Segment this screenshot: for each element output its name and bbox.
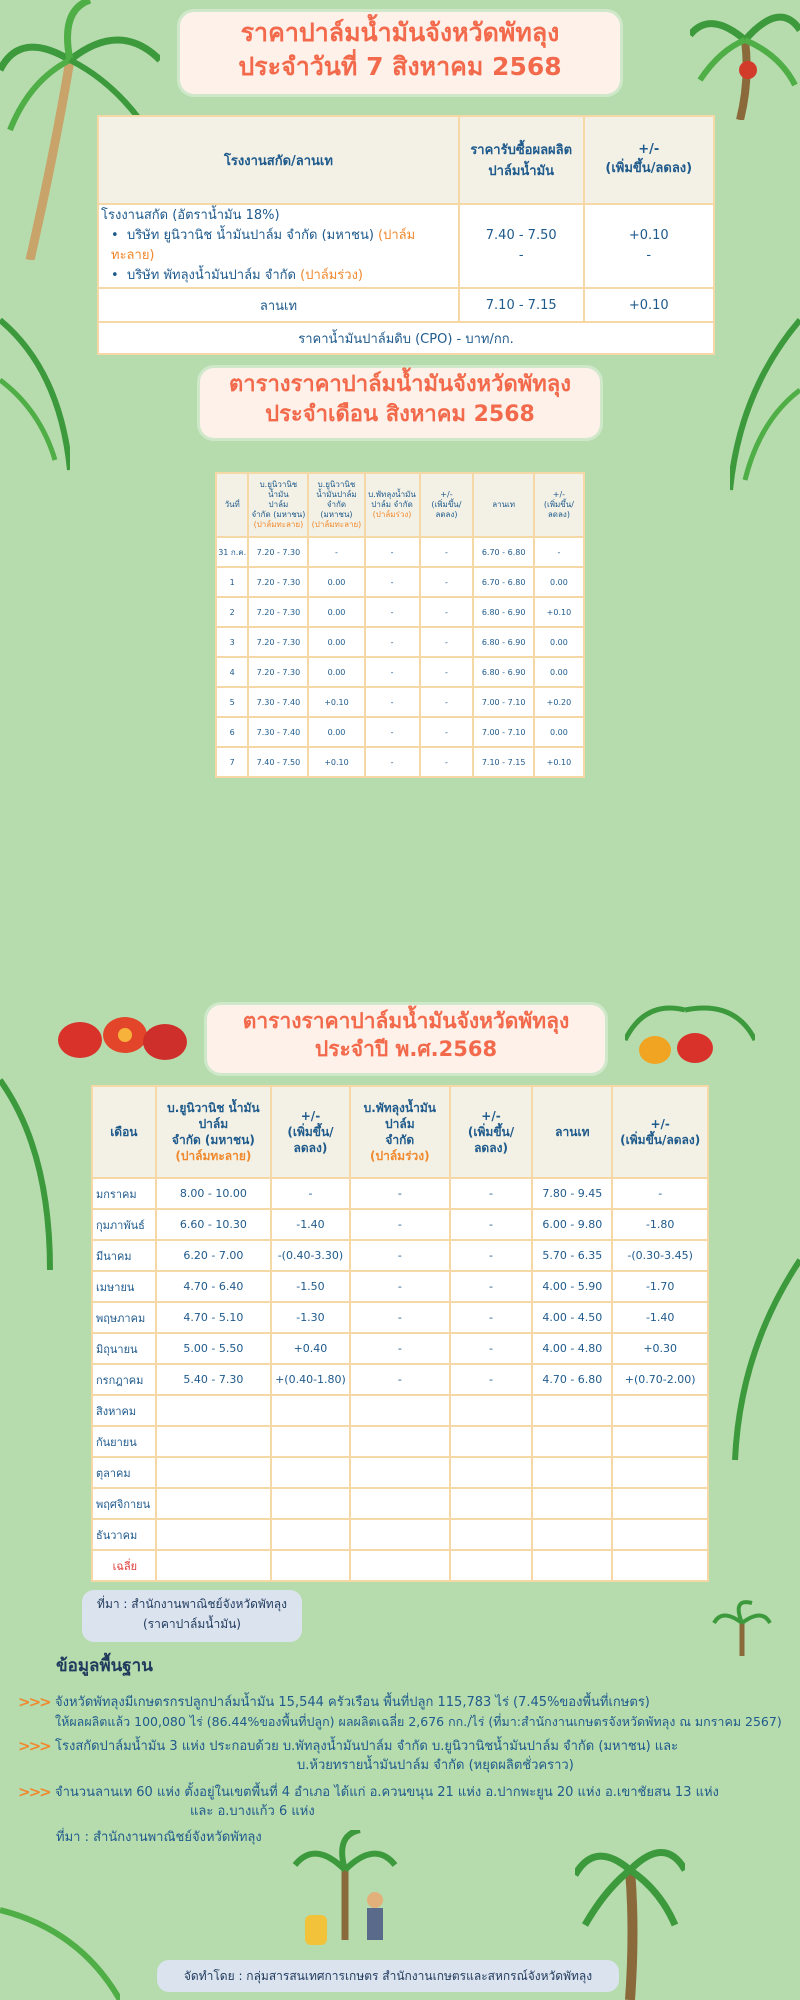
yearly-price-table [91, 1085, 709, 1582]
column-header [271, 1086, 350, 1178]
table-cell: 7.20 - 7.30 [248, 627, 308, 657]
table-cell: 0.00 [308, 627, 364, 657]
column-header [532, 1086, 612, 1178]
column-header [420, 473, 474, 537]
table-cell: - [365, 657, 420, 687]
column-header-line: (ปาล์มร่วง) [369, 1149, 430, 1164]
table-cell: - [365, 537, 420, 567]
row-label: เมษายน [92, 1271, 156, 1302]
table-cell [271, 1488, 350, 1519]
column-header-line: บ.ยูนิวานิช น้ำมัน [259, 480, 298, 499]
table-cell: - [350, 1302, 450, 1333]
palm-leaves-right-decoration [730, 300, 800, 500]
table-cell: -1.70 [612, 1271, 708, 1302]
table-cell: - [350, 1364, 450, 1395]
table-cell [612, 1519, 708, 1550]
table-cell: 7.20 - 7.30 [248, 657, 308, 687]
table-cell [350, 1488, 450, 1519]
table-cell [350, 1457, 450, 1488]
column-header-line: +/- [481, 1108, 501, 1123]
table-cell: - [534, 537, 584, 567]
info-source: ที่มา : สำนักงานพาณิชย์จังหวัดพัทลุง [56, 1830, 262, 1845]
column-header-line: น้ำมันปาล์ม [316, 490, 357, 499]
factory1-price: 7.40 - 7.50 [485, 228, 557, 243]
table-row [92, 1457, 708, 1488]
column-header [350, 1086, 450, 1178]
footer-credit [157, 1960, 619, 1992]
table-cell: -(0.30-3.45) [612, 1240, 708, 1271]
table-cell: 0.00 [308, 717, 364, 747]
table-cell [532, 1395, 612, 1426]
table-cell: +0.10 [534, 747, 584, 777]
factory-cell [98, 204, 459, 288]
table-cell [612, 1488, 708, 1519]
factory1-location: (ปาล์มทะลาย) [111, 228, 416, 263]
table-cell: +(0.40-1.80) [271, 1364, 350, 1395]
table-row [92, 1302, 708, 1333]
table-cell [450, 1395, 533, 1426]
table-cell: 6.80 - 6.90 [473, 597, 533, 627]
column-header-line: จำกัด (มหาชน) [320, 500, 353, 519]
palm-leaves-right-lower-decoration [730, 1250, 800, 1470]
factory1-name: บริษัท ยูนิวานิช น้ำมันปาล์ม จำกัด (มหาชน) [126, 228, 374, 243]
monthly-title-line2: ประจำเดือน สิงหาคม 2568 [265, 401, 535, 427]
table-cell: 6.70 - 6.80 [473, 567, 533, 597]
table-cell: - [450, 1364, 533, 1395]
table-cell [156, 1519, 271, 1550]
column-header-line: ลานเท [492, 500, 516, 509]
column-header-line: จำกัด (มหาชน) [251, 510, 306, 519]
column-header [612, 1086, 708, 1178]
table-cell: +0.20 [534, 687, 584, 717]
table-cell: -1.40 [271, 1209, 350, 1240]
table-cell [271, 1395, 350, 1426]
row-label: เฉลี่ย [92, 1550, 156, 1581]
table-cell: 5.40 - 7.30 [156, 1364, 271, 1395]
table-cell: - [350, 1333, 450, 1364]
table-cell: - [365, 747, 420, 777]
row-label: 6 [216, 717, 248, 747]
table-cell: 4.70 - 5.10 [156, 1302, 271, 1333]
table-row [216, 717, 584, 747]
table-cell [350, 1519, 450, 1550]
table-cell [156, 1395, 271, 1426]
table-row [92, 1240, 708, 1271]
table-cell: +0.10 [308, 687, 364, 717]
table-cell: 4.70 - 6.40 [156, 1271, 271, 1302]
table-cell: +0.10 [534, 597, 584, 627]
column-header-line: วันที่ [224, 500, 240, 509]
table-cell: - [365, 627, 420, 657]
row-label: กรกฎาคม [92, 1364, 156, 1395]
column-header-line: (เพิ่มขึ้น/ [543, 500, 574, 509]
table-cell [532, 1519, 612, 1550]
row-label: 4 [216, 657, 248, 687]
info-paragraph-2 [0, 1737, 800, 1775]
info-heading: ข้อมูลพื้นฐาน [56, 1656, 153, 1676]
table-cell: 7.30 - 7.40 [248, 687, 308, 717]
column-header-line: (ปาล์มทะลาย) [175, 1149, 252, 1164]
table-cell: 6.60 - 10.30 [156, 1209, 271, 1240]
small-palm-icon [712, 1598, 772, 1658]
yearly-source-line1: ที่มา : สำนักงานพาณิชย์จังหวัดพัทลุง [97, 1597, 287, 1611]
table-cell: +0.10 [308, 747, 364, 777]
table-cell: 0.00 [534, 567, 584, 597]
table-cell: 5.00 - 5.50 [156, 1333, 271, 1364]
table-cell: 7.00 - 7.10 [473, 687, 533, 717]
table-cell: - [612, 1178, 708, 1209]
row-label: สิงหาคม [92, 1395, 156, 1426]
table-cell: - [420, 627, 474, 657]
column-header-line: บ.พัทลุงน้ำมัน [368, 490, 416, 499]
table-row [92, 1364, 708, 1395]
factory-group-label: โรงงานสกัด (อัตราน้ำมัน 18%) [101, 208, 280, 223]
table-row [216, 627, 584, 657]
column-header-line: (เพิ่มขึ้น/ลดลง) [620, 1133, 701, 1147]
palm-leaves-bottom-left-decoration [0, 1870, 120, 2000]
palm-worker-illustration [275, 1830, 415, 1950]
table-row [92, 1488, 708, 1519]
factory2-name: บริษัท พัทลุงน้ำมันปาล์ม จำกัด [126, 268, 296, 283]
factory2-price: - [518, 248, 524, 263]
table-row [92, 1426, 708, 1457]
table-cell: 0.00 [308, 657, 364, 687]
factory-change-cell [584, 204, 715, 288]
table-cell: +(0.70-2.00) [612, 1364, 708, 1395]
table-row [216, 537, 584, 567]
row-label: 3 [216, 627, 248, 657]
table-row [92, 1550, 708, 1581]
factory2-location: (ปาล์มร่วง) [300, 268, 364, 283]
table-cell [612, 1395, 708, 1426]
row-label: มิถุนายน [92, 1333, 156, 1364]
column-header-line: +/- [440, 490, 453, 499]
table-cell: - [365, 687, 420, 717]
table-cell [532, 1488, 612, 1519]
table-cell: - [420, 657, 474, 687]
table-cell [450, 1519, 533, 1550]
table-cell [156, 1426, 271, 1457]
table-cell: 0.00 [308, 597, 364, 627]
column-header-line: (เพิ่มขึ้น/ลดลง) [467, 1124, 515, 1156]
column-header-line: ปาล์ม [268, 500, 289, 509]
table-cell [612, 1550, 708, 1581]
table-cell [450, 1457, 533, 1488]
info-paragraph-1 [0, 1693, 800, 1731]
table-cell: - [350, 1178, 450, 1209]
table-cell: - [450, 1271, 533, 1302]
row-label: 7 [216, 747, 248, 777]
column-header-line: +/- [552, 490, 566, 499]
palm-leaves-left-lower-decoration [0, 1050, 60, 1280]
column-header-line: บ.ยูนิวานิช น้ำมันปาล์ม [167, 1100, 260, 1131]
table-cell: 6.70 - 6.80 [473, 537, 533, 567]
table-cell: - [450, 1302, 533, 1333]
yearly-title-line1: ตารางราคาปาล์มน้ำมันจังหวัดพัทลุง [242, 1009, 570, 1033]
info-p1-line1: จังหวัดพัทลุงมีเกษตรกรปลูกปาล์มน้ำมัน 15,544 ครัวเรือน พื้นที่ปลูก 115,783 ไร่ (7.45%ของพื้นที่เกษตร) [55, 1695, 650, 1710]
palm-fruit-right-decoration [625, 1000, 755, 1070]
table-cell: - [450, 1240, 533, 1271]
row-label: พฤษภาคม [92, 1302, 156, 1333]
table-cell: 7.20 - 7.30 [248, 537, 308, 567]
table-row [216, 747, 584, 777]
table-cell [271, 1426, 350, 1457]
table-cell [612, 1457, 708, 1488]
row-label: ธันวาคม [92, 1519, 156, 1550]
table-cell: - [420, 597, 474, 627]
table-cell: 4.00 - 5.90 [532, 1271, 612, 1302]
table-row [216, 567, 584, 597]
column-header [92, 1086, 156, 1178]
table-cell: - [450, 1178, 533, 1209]
table-cell: 0.00 [534, 627, 584, 657]
table-row [92, 1333, 708, 1364]
lanthe-change: +0.10 [584, 288, 715, 322]
table-cell: +0.40 [271, 1333, 350, 1364]
table-cell [350, 1550, 450, 1581]
column-header-line: ปาล์ม จำกัด [371, 500, 413, 509]
factory1-change: +0.10 [628, 228, 669, 243]
table-row [216, 687, 584, 717]
row-label: 5 [216, 687, 248, 717]
table-row [92, 1395, 708, 1426]
table-cell [271, 1519, 350, 1550]
column-header-line: +/- [300, 1108, 321, 1123]
info-p2-line2: บ.ห้วยทรายน้ำมันปาล์ม จำกัด (หยุดผลิตชั่วคราว) [297, 1758, 574, 1773]
table-cell: - [350, 1209, 450, 1240]
row-label: 1 [216, 567, 248, 597]
table-cell [271, 1457, 350, 1488]
palm-leaves-left-decoration [0, 280, 70, 480]
monthly-price-table [215, 472, 585, 778]
column-header [473, 473, 533, 537]
table-cell: 6.20 - 7.00 [156, 1240, 271, 1271]
footer-credit-text: จัดทำโดย : กลุ่มสารสนเทศการเกษตร สำนักงานเกษตรและสหกรณ์จังหวัดพัทลุง [183, 1969, 593, 1983]
table-cell: 7.20 - 7.30 [248, 597, 308, 627]
table-cell: - [350, 1271, 450, 1302]
column-header-line: ลานเท [555, 1124, 590, 1139]
info-p1-line2: ให้ผลผลิตแล้ว 100,080 ไร่ (86.44%ของพื้นที่ปลูก) ผลผลิตเฉลี่ย 2,676 กก./ไร่ (ที่มา:สำนักงานเกษตรจังหวัดพัทลุง ณ มกราคม 2567) [55, 1714, 782, 1729]
table-cell: - [271, 1178, 350, 1209]
row-label: 2 [216, 597, 248, 627]
header-price: ราคารับซื้อผลผลิต ปาล์มน้ำมัน [459, 116, 584, 204]
column-header-line: บ.ยูนิวานิช [317, 480, 356, 489]
row-label: พฤศจิกายน [92, 1488, 156, 1519]
table-cell: - [420, 717, 474, 747]
row-label: 31 ก.ค. [216, 537, 248, 567]
arrow-icon: >>> [18, 1693, 50, 1711]
row-label: มกราคม [92, 1178, 156, 1209]
yearly-source-line2: (ราคาปาล์มน้ำมัน) [143, 1617, 241, 1631]
table-cell: - [420, 567, 474, 597]
table-cell: 7.10 - 7.15 [473, 747, 533, 777]
table-cell: - [450, 1209, 533, 1240]
table-cell [532, 1457, 612, 1488]
column-header-line: (ปาล์มร่วง) [372, 510, 412, 519]
table-cell: -1.30 [271, 1302, 350, 1333]
table-cell: 5.70 - 6.35 [532, 1240, 612, 1271]
table-cell: 4.70 - 6.80 [532, 1364, 612, 1395]
table-cell: 8.00 - 10.00 [156, 1178, 271, 1209]
daily-title [180, 12, 620, 94]
table-cell: - [420, 747, 474, 777]
info-p3-line1: จำนวนลานเท 60 แห่ง ตั้งอยู่ในเขตพื้นที่ 4 อำเภอ ได้แก่ อ.ควนขนุน 21 แห่ง อ.ปากพะยูน 20 แห่ง อ.เขาชัยสน 13 แห่ง [55, 1785, 719, 1800]
cpo-note: ราคาน้ำมันปาล์มดิบ (CPO) - บาท/กก. [98, 322, 714, 354]
column-header-line: เดือน [110, 1124, 138, 1139]
arrow-icon: >>> [18, 1783, 50, 1801]
table-cell: -1.80 [612, 1209, 708, 1240]
table-cell: - [308, 537, 364, 567]
header-change: +/- (เพิ่มขึ้น/ลดลง) [584, 116, 715, 204]
arrow-icon: >>> [18, 1737, 50, 1755]
table-cell: 0.00 [534, 717, 584, 747]
table-cell: - [450, 1333, 533, 1364]
header-factory: โรงงานสกัด/ลานเท [98, 116, 459, 204]
table-cell: +0.30 [612, 1333, 708, 1364]
table-row [92, 1271, 708, 1302]
info-paragraph-3 [0, 1783, 800, 1821]
table-cell [532, 1426, 612, 1457]
column-header [308, 473, 364, 537]
column-header [248, 473, 308, 537]
column-header-line: (ปาล์มทะลาย) [253, 520, 304, 529]
column-header-line: (ปาล์มทะลาย) [311, 520, 362, 529]
info-p3-line2: และ อ.บางแก้ว 6 แห่ง [190, 1804, 315, 1819]
factory2-change: - [646, 248, 652, 263]
table-row [92, 1519, 708, 1550]
table-cell [271, 1550, 350, 1581]
daily-price-table [97, 115, 715, 355]
row-label: กันยายน [92, 1426, 156, 1457]
palm-tree-right-decoration [690, 0, 800, 120]
table-cell: 7.80 - 9.45 [532, 1178, 612, 1209]
table-cell: 0.00 [308, 567, 364, 597]
table-cell: 0.00 [534, 657, 584, 687]
table-cell: 7.00 - 7.10 [473, 717, 533, 747]
table-cell [612, 1426, 708, 1457]
table-cell [350, 1426, 450, 1457]
factory-price-cell [459, 204, 584, 288]
column-header-line: (เพิ่มขึ้น/ลดลง) [287, 1124, 334, 1156]
table-row [216, 597, 584, 627]
column-header-line: จำกัด [385, 1133, 415, 1147]
table-cell: 4.00 - 4.50 [532, 1302, 612, 1333]
factory2-row: • บริษัท พัทลุงน้ำมันปาล์ม จำกัด (ปาล์มร่วง) [111, 268, 364, 283]
info-p2-line1: โรงสกัดปาล์มน้ำมัน 3 แห่ง ประกอบด้วย บ.พัทลุงน้ำมันปาล์ม จำกัด บ.ยูนิวานิชน้ำมันปาล์ม จำกัด (มหาชน) และ [55, 1739, 679, 1754]
row-label: มีนาคม [92, 1240, 156, 1271]
table-cell: 6.00 - 9.80 [532, 1209, 612, 1240]
table-cell: - [365, 717, 420, 747]
table-cell: 7.30 - 7.40 [248, 717, 308, 747]
table-row [92, 1209, 708, 1240]
table-cell [156, 1488, 271, 1519]
table-cell: 6.80 - 6.90 [473, 657, 533, 687]
table-cell: -(0.40-3.30) [271, 1240, 350, 1271]
table-cell [450, 1550, 533, 1581]
factory1-row: • บริษัท ยูนิวานิช น้ำมันปาล์ม จำกัด (มหาชน) (ปาล์มทะลาย) [111, 228, 416, 263]
table-cell: - [350, 1240, 450, 1271]
yearly-source-note [82, 1590, 302, 1642]
yearly-title-line2: ประจำปี พ.ศ.2568 [314, 1037, 498, 1062]
column-header-line: จำกัด (มหาชน) [171, 1133, 255, 1147]
daily-title-line2: ประจำวันที่ 7 สิงหาคม 2568 [238, 51, 562, 81]
table-cell: 7.20 - 7.30 [248, 567, 308, 597]
lanthe-label: ลานเท [98, 288, 459, 322]
palm-fruit-left-decoration [50, 1010, 200, 1070]
monthly-title [200, 368, 600, 438]
table-cell: - [420, 687, 474, 717]
table-cell [350, 1395, 450, 1426]
table-cell: - [365, 567, 420, 597]
table-cell: -1.50 [271, 1271, 350, 1302]
table-cell: - [365, 597, 420, 627]
column-header [156, 1086, 271, 1178]
row-label: กุมภาพันธ์ [92, 1209, 156, 1240]
column-header [365, 473, 420, 537]
table-cell: 4.00 - 4.80 [532, 1333, 612, 1364]
table-row [92, 1178, 708, 1209]
row-label: ตุลาคม [92, 1457, 156, 1488]
column-header [450, 1086, 533, 1178]
table-cell: -1.40 [612, 1302, 708, 1333]
column-header [534, 473, 584, 537]
table-row [216, 657, 584, 687]
table-cell [532, 1550, 612, 1581]
column-header [216, 473, 248, 537]
yearly-title [207, 1005, 605, 1073]
daily-title-line1: ราคาปาล์มน้ำมันจังหวัดพัทลุง [240, 18, 560, 47]
table-cell [450, 1426, 533, 1457]
monthly-title-line1: ตารางราคาปาล์มน้ำมันจังหวัดพัทลุง [228, 372, 572, 397]
column-header-line: บ.พัทลุงน้ำมันปาล์ม [363, 1100, 436, 1131]
table-cell: 7.40 - 7.50 [248, 747, 308, 777]
column-header-line: ลดลง) [547, 510, 570, 519]
column-header-line: +/- [650, 1116, 670, 1131]
table-cell [450, 1488, 533, 1519]
table-cell [156, 1550, 271, 1581]
column-header-line: (เพิ่มขึ้น/ลดลง) [431, 500, 462, 519]
table-cell: - [420, 537, 474, 567]
lanthe-price: 7.10 - 7.15 [459, 288, 584, 322]
table-cell [156, 1457, 271, 1488]
table-cell: 6.80 - 6.90 [473, 627, 533, 657]
